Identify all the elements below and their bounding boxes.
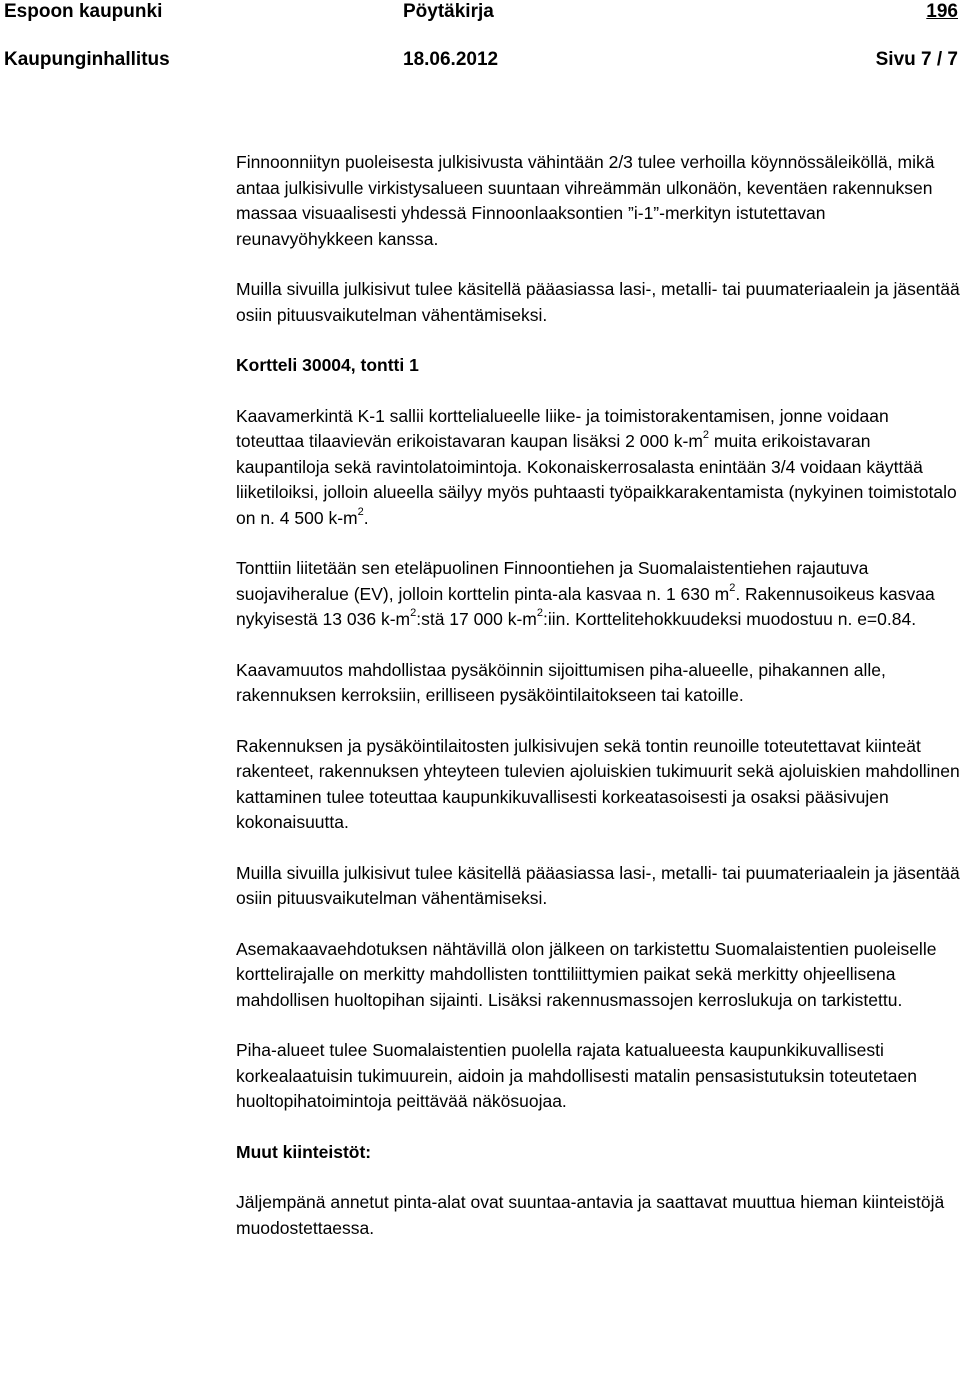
document-type: Pöytäkirja [403,1,494,22]
page-header [4,0,958,76]
document-body [236,150,960,1266]
paragraph-yard-areas: Piha-alueet tulee Suomalaistentien puolella rajata katualueesta kaupunkikuvallisesti korkealaatuisin tukimuurein, aidoin ja mahdollisesti matalin pensasistutuksin toteutetaen huoltopihatoimintoja peittävää näkösuojaa. [236,1040,917,1111]
organization-name: Espoon kaupunki [4,1,163,22]
paragraph-zoning-k1 [236,404,960,532]
paragraph-parking: Kaavamuutos mahdollistaa pysäköinnin sijoittumisen piha-alueelle, pihakannen alle, rakennuksen kerroksiin, erilliseen pysäköintilaitokseen tai katoille. [236,659,886,705]
superscript: 2 [410,607,417,620]
text-fragment: . Rakennusoikeus kasvaa nykyisestä 13 036 k-m [236,583,935,629]
text-fragment: muita erikoistavaran kaupantiloja sekä ravintolatoimintoja. Kokonaiskerrosalasta enintään 3/4 voidaan käyttää liiketiloiksi, jolloin alueella säilyy myös puhtaasti työpaikkarakentamista (nykyinen toimistotalo on n. 4 500 k-m [236,431,957,528]
paragraph-revisions: Asemakaavaehdotuksen nähtävillä olon jälkeen on tarkistettu Suomalaistentien puoleiselle korttelirajalle on merkitty mahdollisten tonttiliittymien paikat sekä merkitty ohjeellisena mahdollisen huoltopihan sijainti. Lisäksi rakennusmassojen kerroslukuja on tarkistettu. [236,938,937,1010]
section-heading-other-properties: Muut kiinteistöt: [236,1141,372,1162]
superscript: 2 [536,607,543,620]
text-fragment: :stä 17 000 k-m [416,609,537,629]
header-row-bottom [4,49,958,73]
paragraph-other-facades: Muilla sivuilla julkisivut tulee käsitellä pääasiassa lasi-, metalli- tai puumateriaalein ja jäsentää osiin pituusvaikutelman vähentämiseksi. [236,279,960,325]
section-heading-block-30004: Kortteli 30004, tontti 1 [236,355,419,375]
paragraph-areas-note: Jäljempänä annetut pinta-alat ovat suuntaa-antavia ja saattavat muuttua hieman kiinteistöjä muodostettaessa. [236,1192,945,1238]
text-fragment: :iin. Korttelitehokkuudeksi muodostuu n. e=0.84. [542,609,917,629]
superscript: 2 [702,429,710,442]
text-fragment: Tonttiin liitetään sen eteläpuolinen Finnoontiehen ja Suomalaistentiehen rajautuva suojaviheralue (EV), jolloin korttelin pinta-ala kasvaa n. 1 630 m [236,558,869,604]
paragraph-structures: Rakennuksen ja pysäköintilaitosten julkisivujen sekä tontin reunoille toteutettavat kiinteät rakenteet, rakennuksen yhteyteen tulevien ajoluiskien tukimuurit sekä ajoluiskien mahdollinen kattaminen tulee toteuttaa kaupunkikuvallisesti korkeatasoisesti ja osaksi pääsivujen kokonaisuutta. [236,735,960,832]
superscript: 2 [357,505,364,518]
text-fragment: . [363,507,369,528]
text-fragment: Kaavamerkintä K-1 sallii korttelialueelle liike- ja toimistorakentamisen, jonne voidaan toteuttaa tilaavievän erikoistavaran kaupan lisäksi 2 000 k-m [236,405,889,451]
meeting-date: 18.06.2012 [403,49,499,70]
paragraph-plot-extension [236,556,960,633]
header-row-top [4,1,958,25]
superscript: 2 [729,581,736,594]
paragraph-other-facades-repeat: Muilla sivuilla julkisivut tulee käsitellä pääasiassa lasi-, metalli- tai puumateriaalein ja jäsentää osiin pituusvaikutelman vähentämiseksi. [236,862,960,908]
page-label: Sivu 7 / 7 [875,49,958,70]
page-number: 196 [926,1,958,22]
governing-body: Kaupunginhallitus [4,49,170,70]
paragraph-facade-greenery: Finnoonniityn puoleisesta julkisivusta vähintään 2/3 tulee verhoilla köynnössäleiköllä, mikä antaa julkisivulle virkistysalueen suuntaan vihreämmän ulkonäön, keventäen rakennuksen massaa visuaalisesti yhdessä Finnoonlaaksontien ”i-1”-merkityn istutettavan reunavyöhykkeen kanssa. [236,152,935,249]
